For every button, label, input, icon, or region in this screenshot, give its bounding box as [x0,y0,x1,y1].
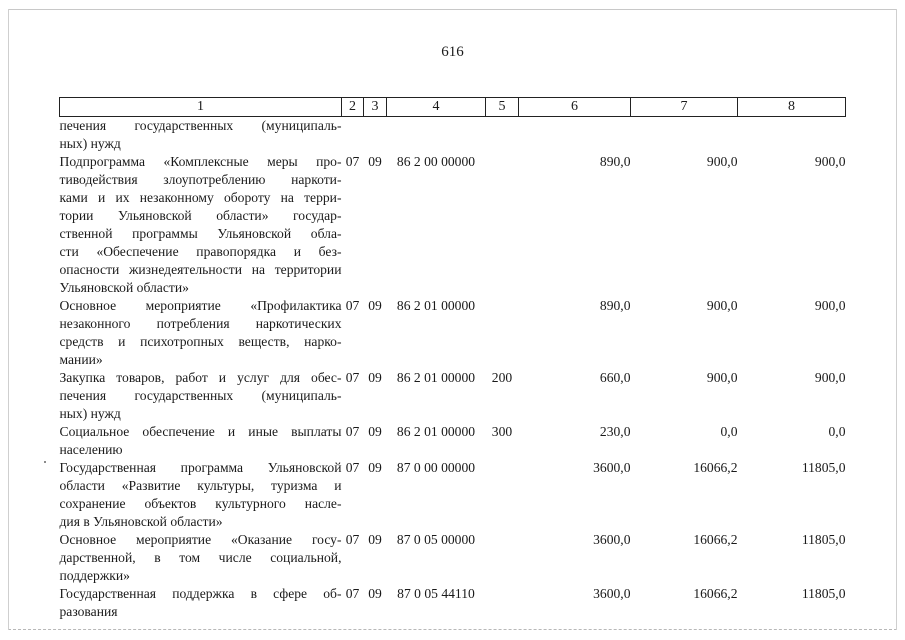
row-name-line: Государственная поддержка в сфере об- [59,586,342,601]
cell-col-5 [486,297,519,369]
cell-col-8: 900,0 [814,370,846,385]
cell-col-2: 07 [345,424,360,439]
row-name-cell [60,585,342,621]
table-row [60,423,846,459]
row-name-line: Подпрограмма «Комплексные меры про- [59,154,342,169]
cell-col-5 [486,117,519,154]
cell-col-7: 16066,2 [693,532,738,547]
table-row [60,369,846,423]
budget-table [59,97,846,621]
cell-col-3: 09 [368,370,382,385]
cell-col-4: 87 0 05 44110 [397,586,475,601]
row-name-line: населению [59,442,123,457]
row-name-line: разования [59,604,118,619]
cell-col-5 [486,531,519,585]
row-name-cell [60,153,342,297]
cell-col-2: 07 [345,298,360,313]
row-name-line: сохранение объектов культурного насле- [59,496,342,511]
row-name-line: печения государственных (муниципаль- [59,388,342,403]
row-name-line: ками и их незаконному обороту на терри- [59,190,342,205]
row-name-line: дия в Ульяновской области» [59,514,223,529]
cell-col-7: 16066,2 [693,460,738,475]
row-name-line: Ульяновской области» [59,280,189,295]
cell-col-7: 900,0 [706,370,738,385]
cell-col-2: 07 [345,154,360,169]
row-name-cell [60,117,342,154]
cell-col-8: 11805,0 [801,586,846,601]
header-col-2: 2 [342,98,364,117]
row-name-line: ственной программы Ульяновской обла- [59,226,342,241]
table-body [60,117,846,622]
cell-col-5 [486,585,519,621]
row-name-cell [60,459,342,531]
row-name-line: Социальное обеспечение и иные выплаты [59,424,342,439]
table-row [60,585,846,621]
cell-col-8: 900,0 [814,298,846,313]
cell-col-6: 3600,0 [593,586,631,601]
table-row [60,297,846,369]
cell-col-4: 86 2 01 00000 [396,370,476,385]
row-name-line: поддержки» [59,568,130,583]
cell-col-7: 16066,2 [693,586,738,601]
header-col-5: 5 [486,98,519,117]
scan-speck [44,461,46,463]
cell-col-5 [486,459,519,531]
cell-col-7 [631,117,738,154]
cell-col-3: 09 [368,298,382,313]
cell-col-5 [486,153,519,297]
row-name-line: мании» [59,352,103,367]
cell-col-8: 900,0 [814,154,846,169]
cell-col-8: 0,0 [828,424,846,439]
row-name-line: тории Ульяновской области» государ- [59,208,342,223]
header-col-7: 7 [631,98,738,117]
cell-col-4 [387,117,486,154]
table-row [60,531,846,585]
page-number: 616 [441,44,464,60]
cell-col-7: 900,0 [706,154,738,169]
cell-col-7: 900,0 [706,298,738,313]
scan-border-bottom [8,629,897,630]
row-name-cell [60,297,342,369]
cell-col-3: 09 [368,532,382,547]
cell-col-3: 09 [368,424,382,439]
row-name-line: тиводействия злоупотреблению наркоти- [59,172,342,187]
row-name-line: Закупка товаров, работ и услуг для обес- [59,370,342,385]
row-name-line: незаконного потребления наркотических [59,316,342,331]
cell-col-4: 87 0 05 00000 [396,532,476,547]
scan-border-right [896,9,897,630]
table-header-row [60,98,846,117]
header-col-3: 3 [364,98,387,117]
cell-col-3 [364,117,387,154]
scan-border-left [8,9,9,630]
cell-col-4: 86 2 00 00000 [396,154,476,169]
row-name-line: средств и психотропных веществ, нарко- [59,334,342,349]
cell-col-5: 200 [491,370,513,385]
header-col-1: 1 [60,98,342,117]
cell-col-8 [738,117,846,154]
row-name-line: ных) нужд [59,136,121,151]
cell-col-4: 86 2 01 00000 [396,298,476,313]
table-row [60,117,846,154]
row-name-cell [60,423,342,459]
row-name-line: сти «Обеспечение правопорядка и без- [59,244,342,259]
cell-col-2: 07 [345,370,360,385]
cell-col-6: 890,0 [599,298,631,313]
cell-col-6: 660,0 [599,370,631,385]
cell-col-4: 86 2 01 00000 [396,424,476,439]
cell-col-6 [519,117,631,154]
table-row [60,459,846,531]
header-col-4: 4 [387,98,486,117]
row-name-line: опасности жизнедеятельности на территории [59,262,342,277]
cell-col-2: 07 [345,460,360,475]
scan-border-top [8,9,897,10]
cell-col-3: 09 [368,586,382,601]
row-name-line: Основное мероприятие «Оказание госу- [59,532,342,547]
cell-col-6: 3600,0 [593,460,631,475]
cell-col-8: 11805,0 [801,460,846,475]
row-name-cell [60,531,342,585]
row-name-line: Основное мероприятие «Профилактика [59,298,342,313]
cell-col-5: 300 [491,424,513,439]
row-name-line: дарственной, в том числе социальной, [59,550,342,565]
cell-col-6: 890,0 [599,154,631,169]
cell-col-7: 0,0 [720,424,738,439]
row-name-cell [60,369,342,423]
cell-col-8: 11805,0 [801,532,846,547]
cell-col-4: 87 0 00 00000 [396,460,476,475]
row-name-line: ных) нужд [59,406,121,421]
cell-col-3: 09 [368,154,382,169]
row-name-line: печения государственных (муниципаль- [59,118,342,133]
cell-col-2: 07 [345,532,360,547]
cell-col-6: 230,0 [599,424,631,439]
cell-col-6: 3600,0 [593,532,631,547]
cell-col-3: 09 [368,460,382,475]
cell-col-2 [342,117,364,154]
table-row [60,153,846,297]
cell-col-2: 07 [345,586,360,601]
row-name-line: Государственная программа Ульяновской [59,460,342,475]
header-col-6: 6 [519,98,631,117]
header-col-8: 8 [738,98,846,117]
row-name-line: области «Развитие культуры, туризма и [59,478,342,493]
